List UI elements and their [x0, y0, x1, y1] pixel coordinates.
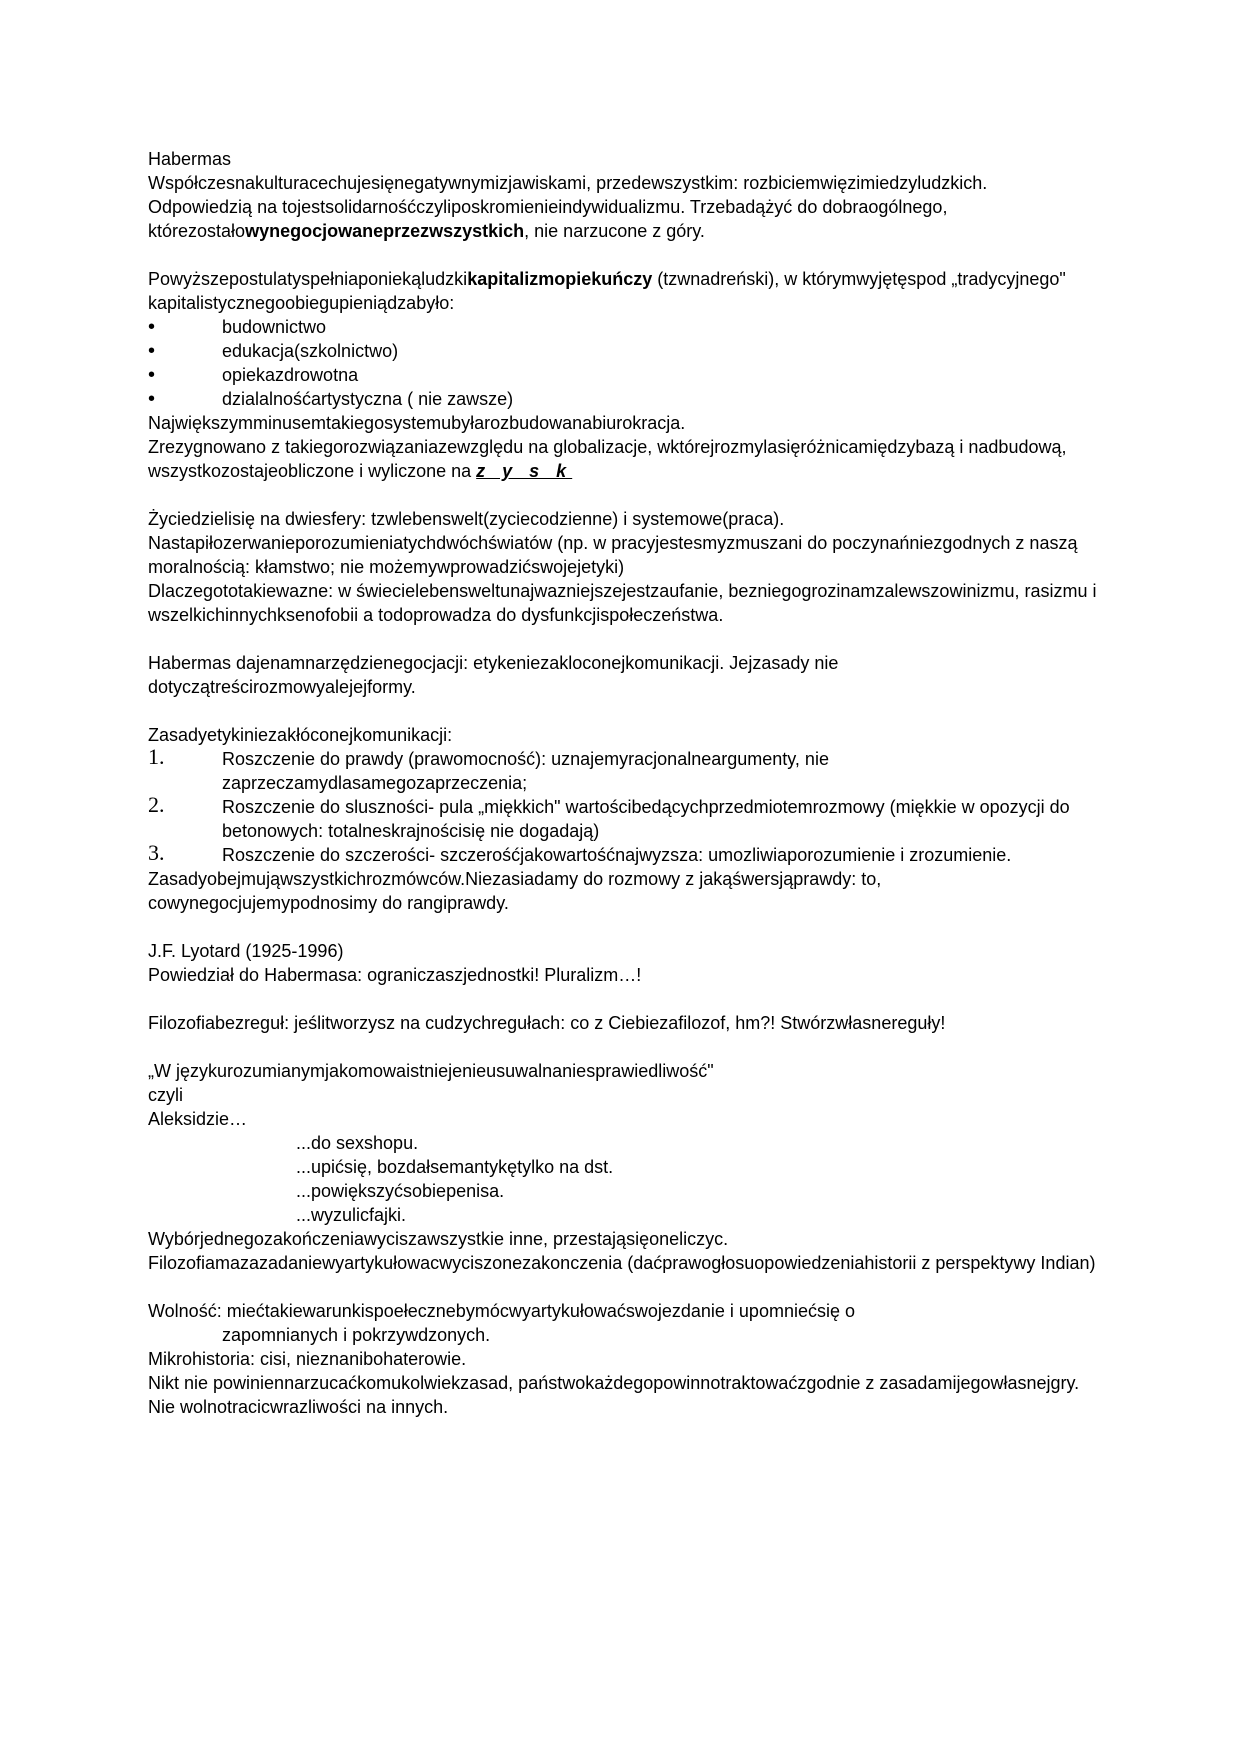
paragraph: czyli	[148, 1085, 183, 1105]
paragraph: Odpowiedzią na tojestsolidarnośćczyliposkromienieindywidualizmu. Trzebadążyć do dobraogólnego, którezostałowynegocjowaneprzezwszystkich, nie narzucone z góry.	[148, 197, 948, 241]
paragraph: Powiedział do Habermasa: ograniczaszjednostki! Pluralizm…!	[148, 965, 642, 985]
numbered-item: 3. Roszczenie do szczerości- szczerośćjakowartośćnajwyzsza: umozliwiaporozumienie i zrozumienie.	[148, 840, 1012, 865]
paragraph: Nikt nie powiniennarzucaćkomukolwiekzasad, państwokażdegopowinnotraktowaćzgodnie z zasadamijegowłasnejgry. Nie wolnotracicwrazliwości na innych.	[148, 1373, 1080, 1417]
list-item: • opiekazdrowotna	[148, 364, 359, 386]
paragraph-continuation: zapomnianych i pokrzywdzonych.	[222, 1325, 491, 1345]
paragraph: Filozofiamazazadaniewyartykułowacwyciszonezakonczenia (daćprawogłosuopowiedzeniahistorii z perspektywy Indian)	[148, 1253, 1096, 1273]
document-page	[148, 147, 1100, 1419]
item-number: 1.	[148, 744, 165, 769]
paragraph: Wolność: miećtakiewarunkispoełecznebymócwyartykułowaćswojezdanie i upomniećsię o	[148, 1301, 855, 1321]
paragraph: Współczesnakulturacechujesięnegatywnymizjawiskami, przedewszystkim: rozbiciemwięzimiedzyludzkich.	[148, 173, 988, 193]
indented-line: ...powiększyćsobiepenisa.	[296, 1181, 505, 1201]
bullet-icon: •	[148, 388, 156, 410]
paragraph: Dlaczegototakiewazne: w świecielebensweltunajwazniejszejestzaufanie, bezniegogrozinamzalewszowinizmu, rasizmu i wszelkichinnychksenofobii a todoprowadza do dysfunkcjispołeczeństwa.	[148, 581, 1097, 625]
paragraph: Zasadyetykiniezakłóconejkomunikacji:	[148, 725, 453, 745]
emphasis-zysk: z y s k	[476, 461, 573, 481]
indented-line: ...wyzulicfajki.	[296, 1205, 407, 1225]
paragraph: Mikrohistoria: cisi, nieznanibohaterowie.	[148, 1349, 467, 1369]
paragraph: Aleksidzie…	[148, 1109, 248, 1129]
bold-phrase: wynegocjowaneprzezwszystkich	[245, 221, 525, 241]
quote: „W językurozumianymjakomowaistniejenieusuwalnaniesprawiedliwość"	[148, 1061, 714, 1081]
indented-line: ...upićsię, bozdałsemantykętylko na dst.	[296, 1157, 614, 1177]
paragraph: Nastapiłozerwanieporozumieniatychdwóchświatów (np. w pracyjestesmyzmuszani do poczynańniezgodnych z naszą moralnością: kłamstwo; nie możemywprowadzićswojejetyki)	[148, 533, 1078, 577]
heading-lyotard: J.F. Lyotard (1925-1996)	[148, 941, 344, 961]
paragraph: Wybórjednegozakończeniawyciszawszystkie inne, przestająsięoneliczyc.	[148, 1229, 729, 1249]
item-number: 3.	[148, 840, 165, 865]
heading-habermas: Habermas	[148, 149, 232, 169]
paragraph: Największymminusemtakiegosystemubyłarozbudowanabiurokracja.	[148, 413, 686, 433]
paragraph: Życiedzielisię na dwiesfery: tzwlebenswelt(zyciecodzienne) i systemowe(praca).	[148, 509, 785, 529]
bullet-icon: •	[148, 340, 156, 362]
paragraph: Powyższepostulatyspełniaponiekąludzkikapitalizmopiekuńczy (tzwnadreński), w którymwyjętęspod „tradycyjnego" kapitalistycznegoobiegupieniądzabyło:	[148, 269, 1066, 313]
list-item: • dzialalnośćartystyczna ( nie zawsze)	[148, 388, 514, 410]
bullet-icon: •	[148, 364, 156, 386]
list-item: • edukacja(szkolnictwo)	[148, 340, 399, 362]
list-item: • budownictwo	[148, 316, 327, 338]
paragraph: Habermas dajenamnarzędzienegocjacji: etykeniezakloconejkomunikacji. Jejzasady nie dotyczątreścirozmowyalejejformy.	[148, 653, 839, 697]
paragraph: Zrezygnowano z takiegorozwiązaniazewzględu na globalizacje, wktórejrozmylasięróżnicamiędzybazą i nadbudową, wszystkozostajeobliczone i wyliczone na z y s k	[148, 437, 1067, 481]
numbered-item: 2. Roszczenie do sluszności- pula „miękkich" wartościbedącychprzedmiotemrozmowy (miękkie w opozycji do betonowych: totalneskrajnościsię nie dogadają)	[148, 792, 1070, 841]
numbered-item: 1. Roszczenie do prawdy (prawomocność): uznajemyracjonalneargumenty, nie zaprzeczamydlasamegozaprzeczenia;	[148, 744, 829, 793]
bullet-icon: •	[148, 316, 156, 338]
bold-phrase: kapitalizmopiekuńczy	[467, 269, 653, 289]
paragraph: Filozofiabezreguł: jeślitworzysz na cudzychregułach: co z Ciebiezafilozof, hm?! Stwórzwłasnereguły!	[148, 1013, 946, 1033]
paragraph: Zasadyobejmująwszystkichrozmówców.Niezasiadamy do rozmowy z jakąśwersjąprawdy: to, cowynegocjujemypodnosimy do rangiprawdy.	[148, 869, 882, 913]
item-number: 2.	[148, 792, 165, 817]
indented-line: ...do sexshopu.	[296, 1133, 419, 1153]
